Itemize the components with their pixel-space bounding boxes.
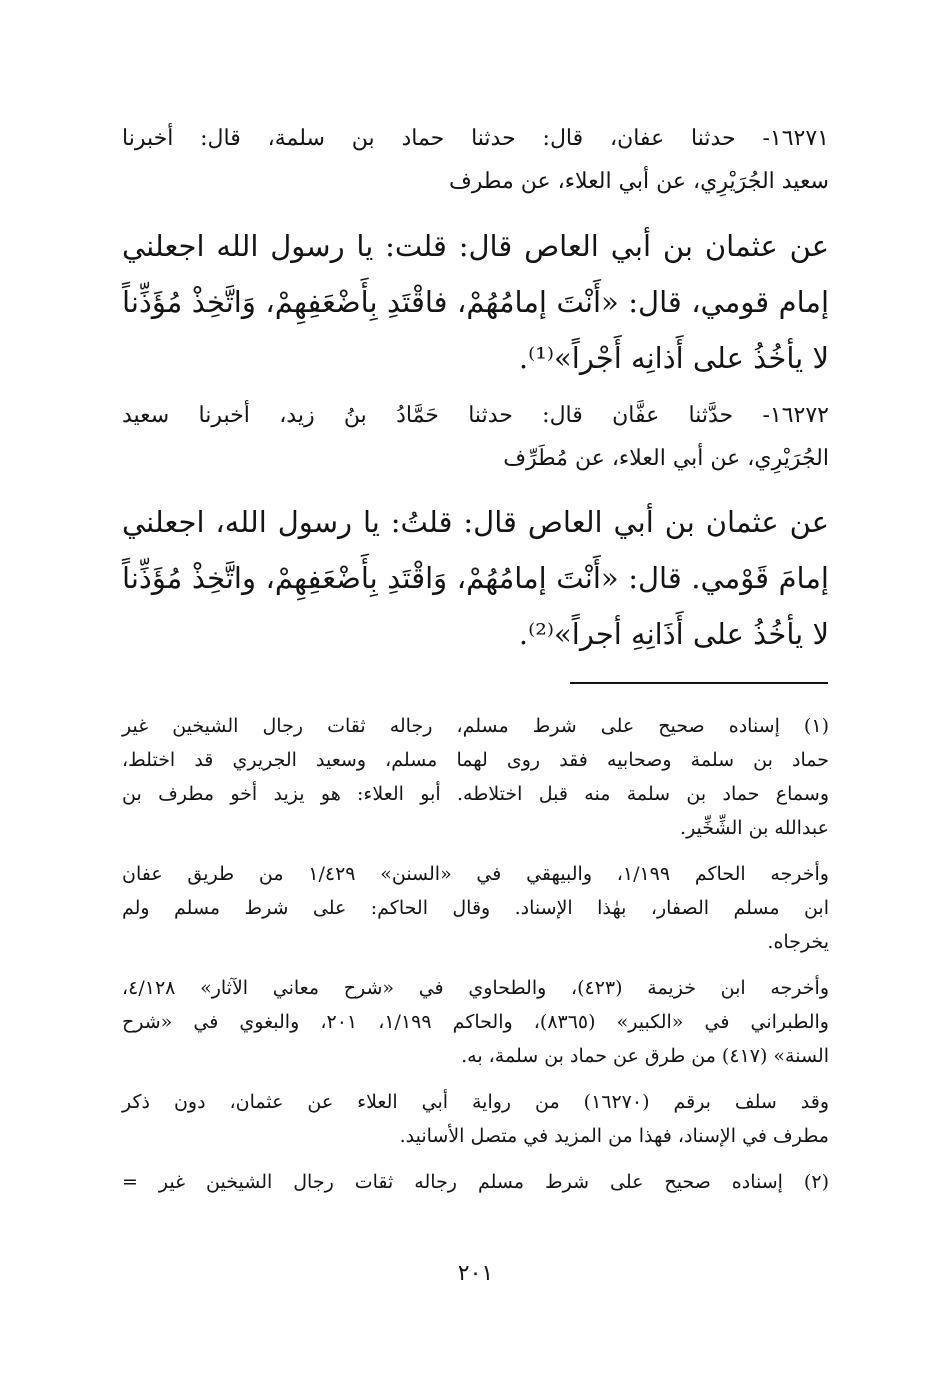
text-line: ١٦٢٧١- حدثنا عفان، قال: حدثنا حماد بن سلمة، قال: أخبرنا [122,126,829,151]
text-line: إمام قومي، قال: «أَنْتَ إمامُهُمْ، فاقْتَدِ بِأَضْعَفِهِمْ، وَاتَّخِذْ مُؤَذِّناً [122,285,829,319]
footnote-line: (١) إسناده صحيح على شرط مسلم، رجاله ثقات رجال الشيخين غير [122,715,829,737]
footnote-line: عبدالله بن الشِّخِّير. [680,817,829,839]
footnote-line: وقد سلف برقم (١٦٢٧٠) من رواية أبي العلاء عن عثمان، دون ذكر [122,1091,829,1113]
footnote-line: (٢) إسناده صحيح على شرط مسلم رجاله ثقات رجال الشيخين غير = [122,1171,829,1193]
hadith-16271-isnad [122,117,829,203]
footnote-line: حماد بن سلمة وصحابيه فقد روى لهما مسلم، وسعيد الجريري قد اختلط، [122,749,829,771]
text-line: الجُرَيْرِي، عن أبي العلاء، عن مُطَرِّف [503,446,829,471]
footnotes [122,709,829,1211]
hadith-16272-isnad [122,394,829,480]
footnote-1-takhrij [122,857,829,959]
footnote-line: يخرجاه. [767,931,829,953]
hadith-16271-matn [122,218,829,386]
text-line: إمامَ قَوْمي. قال: «أَنْتَ إمامُهُمْ، وَاقْتَدِ بِأَضْعَفِهِمْ، واتَّخِذْ مُؤَذِّناً [122,561,829,595]
text-line: لا يأخُذُ على أَذَانِهِ أجراً»⁽²⁾. [518,617,829,651]
text-line: عن عثمان بن أبي العاص قال: قلتُ: يا رسول الله، اجعلني [122,505,829,539]
footnote-line: وسماع حماد بن سلمة منه قبل اختلاطه. أبو العلاء: هو يزيد أخو مطرف بن [122,783,829,805]
footnote-line: مطرف في الإسناد، فهذا من المزيد في متصل الأسانيد. [399,1125,829,1147]
text-line: عن عثمان بن أبي العاص قال: قلت: يا رسول الله اجعلني [122,229,829,263]
text-line: لا يأخُذُ على أَذانِه أَجْراً»⁽¹⁾. [518,341,829,375]
footnote-line: وأخرجه الحاكم ١/١٩٩، والبيهقي في «السنن» ١/٤٢٩ من طريق عفان [122,863,829,885]
footnote-line: والطبراني في «الكبير» (٨٣٦٥)، والحاكم ١/١٩٩، ٢٠١، والبغوي في «شرح [122,1011,829,1033]
footnote-line: وأخرجه ابن خزيمة (٤٢٣)، والطحاوي في «شرح معاني الآثار» ٤/١٢٨، [122,977,829,999]
footnote-1-takhrij-more [122,971,829,1073]
hadith-16272-matn [122,494,829,662]
footnote-2 [122,1165,829,1199]
footnote-line: السنة» (٤١٧) من طرق عن حماد بن سلمة، به. [461,1045,829,1067]
text-line: سعيد الجُرَيْرِي، عن أبي العلاء، عن مطرف [448,169,829,194]
footnote-line: ابن مسلم الصفار، بهٰذا الإسناد. وقال الحاكم: على شرط مسلم ولم [122,897,829,919]
text-line: ١٦٢٧٢- حدَّثنا عفَّان قال: حدثنا حَمَّادُ بنُ زيد، أخبرنا سعيد [122,403,829,428]
footnote-1-note [122,1085,829,1153]
footnote-separator [570,682,828,684]
footnote-1 [122,709,829,845]
page-number: ٢٠١ [457,1261,494,1286]
